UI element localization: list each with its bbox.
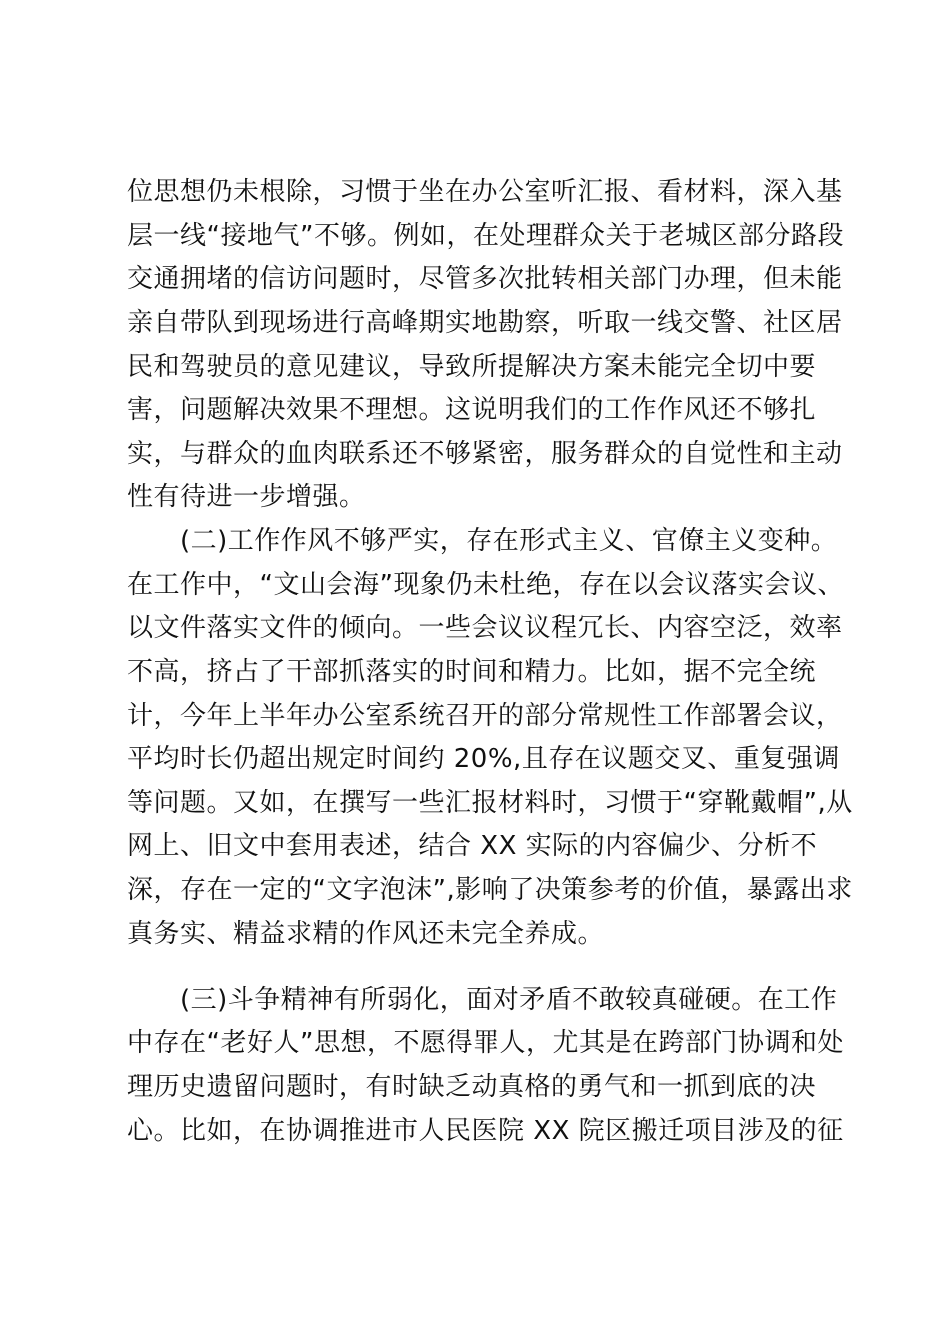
text-line: 害，问题解决效果不理想。这说明我们的工作作风还不够扎	[127, 395, 817, 425]
text-line: 心。比如，在协调推进市人民医院 XX 院区搬迁项目涉及的征	[127, 1116, 844, 1146]
text-line: 中存在“老好人”思想，不愿得罪人，尤其是在跨部门协调和处	[127, 1028, 844, 1058]
text-line: 不高，挤占了干部抓落实的时间和精力。比如，据不完全统	[127, 657, 817, 687]
text-line: 亲自带队到现场进行高峰期实地勘察，听取一线交警、社区居	[127, 308, 843, 338]
text-line: 深，存在一定的“文字泡沫”,影响了决策参考的价值，暴露出求	[127, 875, 853, 905]
text-line: 等问题。又如，在撰写一些汇报材料时，习惯于“穿靴戴帽”,从	[127, 788, 853, 818]
text-line: 理历史遗留问题时，有时缺乏动真格的勇气和一抓到底的决	[127, 1072, 817, 1102]
text-line: 层一线“接地气”不够。例如，在处理群众关于老城区部分路段	[127, 221, 844, 251]
text-line: 实，与群众的血肉联系还不够紧密，服务群众的自觉性和主动	[127, 439, 843, 469]
text-line: 在工作中，“文山会海”现象仍未杜绝，存在以会议落实会议、	[127, 570, 844, 600]
section-heading-3: (三)斗争精神有所弱化，面对矛盾不敢较真碰硬。在工作	[180, 985, 838, 1015]
text-line: 民和驾驶员的意见建议，导致所提解决方案未能完全切中要	[127, 352, 817, 382]
text-line: 以文件落实文件的倾向。一些会议议程冗长、内容空泛，效率	[127, 613, 843, 643]
text-line: 平均时长仍超出规定时间约 20%,且存在议题交叉、重复强调	[127, 744, 840, 774]
text-line: 真务实、精益求精的作风还未完全养成。	[127, 919, 605, 949]
section-heading-2: (二)工作作风不够严实，存在形式主义、官僚主义变种。	[180, 526, 838, 556]
text-line: 交通拥堵的信访问题时，尽管多次批转相关部门办理，但未能	[127, 264, 843, 294]
text-line: 网上、旧文中套用表述，结合 XX 实际的内容偏少、分析不	[127, 831, 818, 861]
text-line: 计，今年上半年办公室系统召开的部分常规性工作部署会议，	[127, 701, 843, 731]
text-line: 性有待进一步增强。	[127, 482, 366, 512]
text-line: 位思想仍未根除，习惯于坐在办公室听汇报、看材料，深入基	[127, 177, 843, 207]
